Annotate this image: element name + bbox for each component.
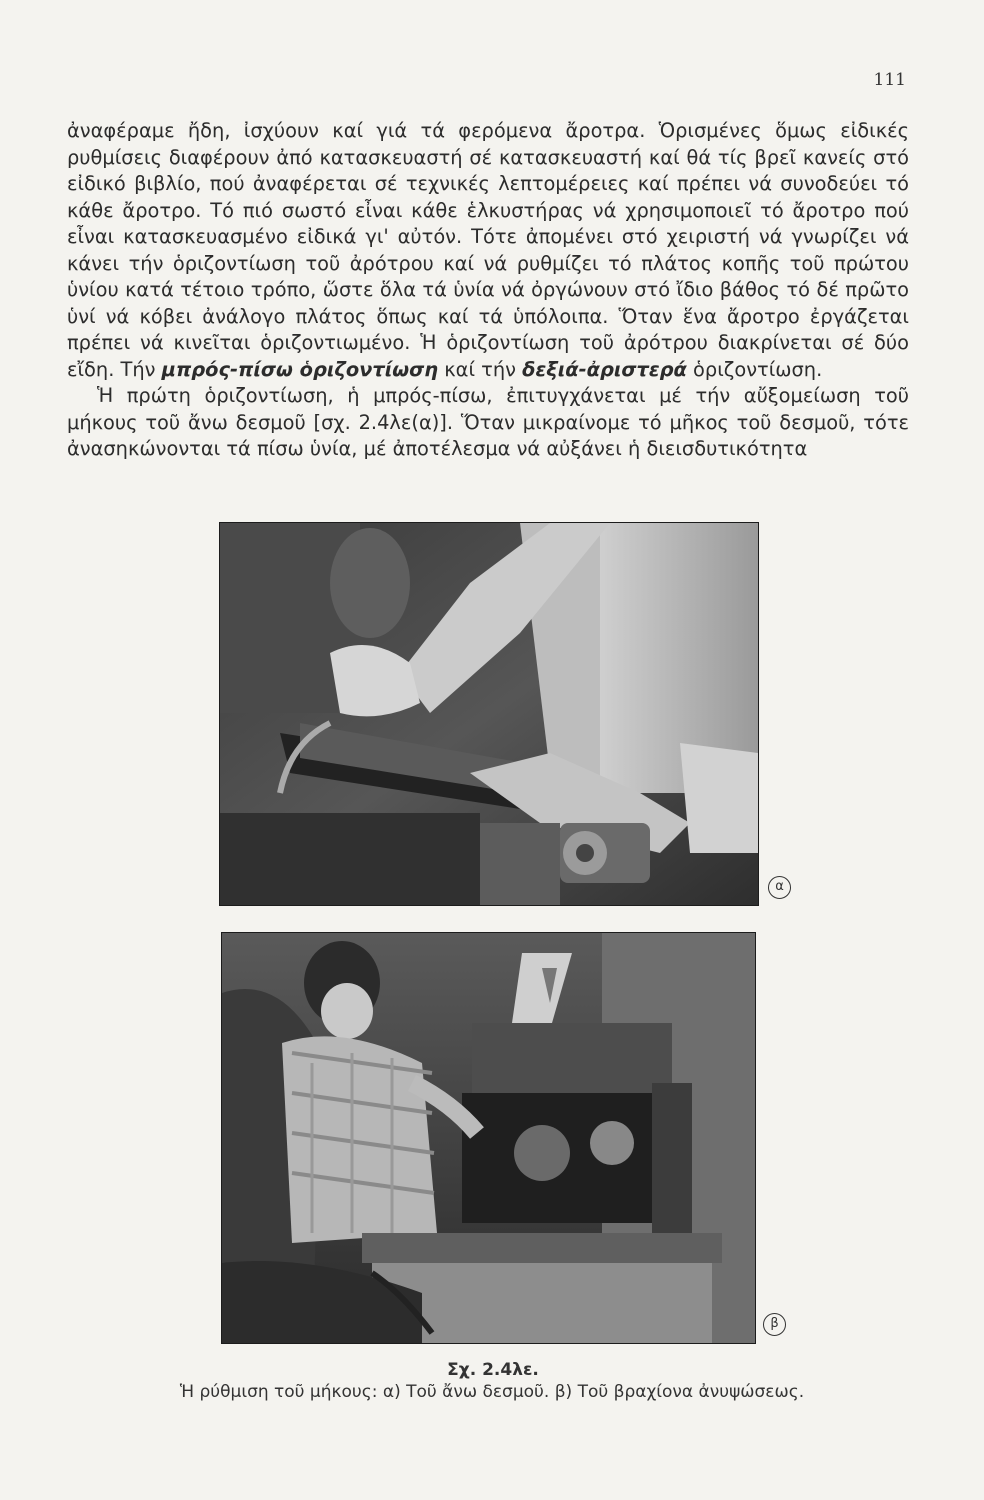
page-number: 111 [873,70,906,90]
paragraph-2: Ἡ πρώτη ὁριζοντίωση, ἡ μπρός-πίσω, ἐπιτυγχάνεται μέ τήν αὔξομείωση τοῦ μήκους τοῦ ἄνω δεσμοῦ [σχ. 2.4λε(α)]. Ὅταν μικραίνομε τό μῆκος τοῦ δεσμοῦ, τότε ἀνασηκώνονται τά πίσω ὑνία, μέ ἀποτέλεσμα νά αὐξάνει ἡ διεισδυτικότητα [67,384,909,460]
figure-number: Σχ. 2.4λε. [447,1360,539,1380]
emphasis-front-back: μπρός-πίσω ὁριζοντίωση [161,357,439,381]
body-text [67,118,909,463]
paragraph-1-connector: καί τήν [444,357,516,381]
figure-label-b: β [763,1313,786,1336]
paragraph-1-end: ὁριζοντίωση. [693,357,823,381]
photo-lift-arm-adjustment [221,932,756,1344]
paragraph-1 [67,118,909,383]
paragraph-1-text: ἀναφέραμε ἤδη, ἰσχύουν καί γιά τά φερόμενα ἄροτρα. Ὁρισμένες ὅμως εἰδικές ρυθμίσεις διαφέρουν ἀπό κατασκευαστή σέ κατασκευαστή καί θά τίς βρεῖ κανείς στό εἰδικό βιβλίο, πού ἀναφέρεται σέ τεχνικές λεπτομέρειες καί πρέπει νά συνοδεύει τό κάθε ἄροτρο. Τό πιό σωστό εἶναι κάθε ἑλκυστήρας νά χρησιμοποιεῖ τό ἄροτρο πού εἶναι κατασκευασμένο εἰδικά γι' αὐτόν. Τότε ἀπομένει στό χειριστή νά γνωρίζει νά κάνει τήν ὁριζοντίωση τοῦ ἀρότρου καί νά ρυθμίζει τό πλάτος κοπῆς τοῦ πρώτου ὑνίου κατά τέτοιο τρόπο, ὥστε ὅλα τά ὑνία νά ὀργώνουν στό ἴδιο βάθος τό δέ πρῶτο ὑνί νά κόβει ἀνάλογο πλάτος ὅπως καί τά ὑπόλοιπα. Ὅταν ἕνα ἄροτρο ἐργάζεται πρέπει νά κινεῖται ὁριζοντιωμένο. Ἡ ὁριζοντίωση τοῦ ἀρότρου διακρίνεται σέ δύο εἴδη. Τήν [67,119,909,381]
figure-label-a: α [768,876,791,899]
figure-caption: Ἡ ρύθμιση τοῦ μήκους: α) Τοῦ ἄνω δεσμοῦ. β) Τοῦ βραχίονα ἀνυψώσεως. [179,1382,805,1402]
photo-upper-link-adjustment [219,522,759,906]
emphasis-left-right: δεξιά-ἀριστερά [522,357,687,381]
